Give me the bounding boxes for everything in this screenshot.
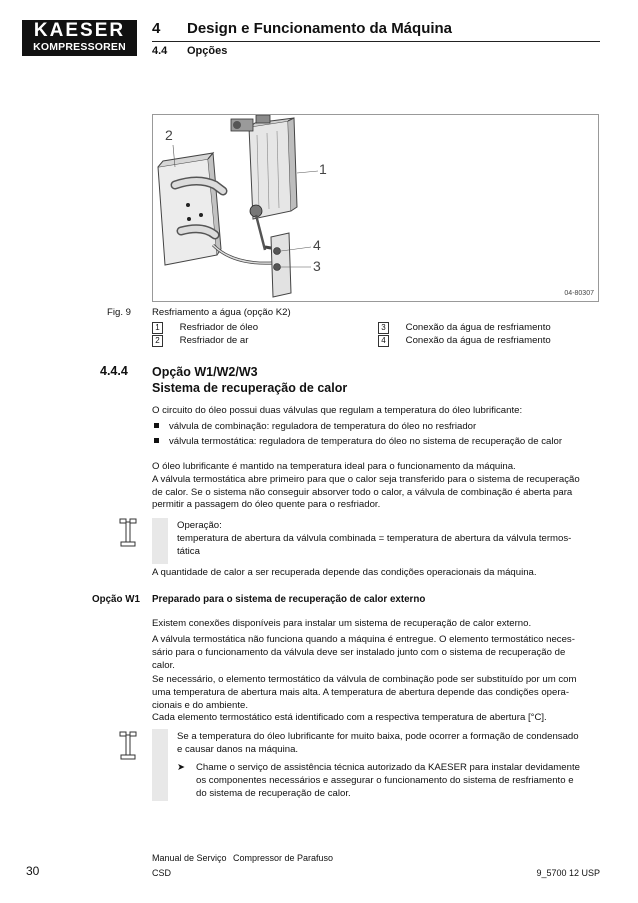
body-paragraph: A quantidade de calor a ser recuperada depende das condições operacionais da máquina. <box>152 567 537 578</box>
logo-line1: KAESER <box>33 20 126 41</box>
text-line: tática <box>177 545 200 557</box>
text-line: Se a temperatura do óleo lubrificante for muito baixa, pode ocorrer a formação de condensado <box>177 731 579 742</box>
kaeser-logo <box>22 20 137 56</box>
text-line: sário para o funcionamento da válvula deve ser instalado junto com o sistema de recuperação de <box>152 646 566 658</box>
text-line: e causar danos na máquina. <box>177 743 299 755</box>
callout-3: 3 <box>313 258 321 274</box>
subsection-title <box>152 364 347 396</box>
footer-product: Compressor de Parafuso <box>233 853 334 863</box>
text-line: Se necessário, o elemento termostático da válvula de combinação pode ser substituído por um com <box>152 674 577 685</box>
bullet-text: válvula de combinação: reguladora de temperatura do óleo no resfriador <box>169 421 477 432</box>
text-line: A válvula termostática não funciona quando a máquina é entregue. O elemento termostático neces- <box>152 634 575 645</box>
body-paragraph <box>152 461 600 512</box>
text-line: temperatura de abertura da válvula combinada = temperatura de abertura da válvula termos- <box>177 532 572 544</box>
subsection-title-line2: Sistema de recuperação de calor <box>152 381 348 395</box>
legend-key: 3 <box>378 322 389 334</box>
text-line: O óleo lubrificante é mantido na temperatura ideal para o funcionamento da máquina. <box>152 461 516 472</box>
text-line: uma temperatura de abertura mais alta. A temperatura de abertura depende das condições opera- <box>152 686 570 698</box>
text-line: os componentes necessários e assegurar o funcionamento do sistema de resfriamento e <box>196 774 574 786</box>
header-rule <box>152 41 600 42</box>
callout-4: 4 <box>313 237 321 253</box>
section-title: Opções <box>187 45 228 57</box>
text-line: Operação: <box>177 520 222 531</box>
bullet-icon <box>154 423 159 428</box>
text-line: de calor. Se o sistema não conseguir absorver todo o calor, a válvula de combinação é aberta para <box>152 486 573 498</box>
option-label: Opção W1 <box>92 594 140 605</box>
action-text <box>196 762 600 800</box>
text-line: calor. <box>152 659 175 671</box>
text-line: cionais e do ambiente. <box>152 699 248 711</box>
bullet-item <box>152 436 600 449</box>
figure-caption: Resfriamento a água (opção K2) <box>152 307 291 318</box>
intro-paragraph: O circuito do óleo possui duas válvulas que regulam a temperatura do óleo lubrificante: <box>152 405 523 416</box>
legend-key: 4 <box>378 335 389 347</box>
body-paragraph <box>152 634 600 672</box>
subsection-number: 4.4.4 <box>100 364 128 378</box>
chapter-number: 4 <box>152 20 161 37</box>
footer-model: CSD <box>152 868 172 878</box>
callout-1: 1 <box>319 161 327 177</box>
section-number: 4.4 <box>152 45 168 57</box>
option-title: Preparado para o sistema de recuperação de calor externo <box>152 594 426 605</box>
figure-caption-label: Fig. 9 <box>107 307 131 318</box>
legend-text: Resfriador de óleo <box>179 322 259 333</box>
cooling-diagram <box>153 115 598 301</box>
legend-text: Conexão da água de resfriamento <box>405 335 551 346</box>
text-line: permitir a passagem do óleo quente para o resfriador. <box>152 499 381 511</box>
info-icon <box>118 518 138 548</box>
legend-key: 1 <box>152 322 163 334</box>
chapter-title: Design e Funcionamento da Máquina <box>187 20 453 37</box>
bullet-item <box>152 421 600 434</box>
legend-item <box>152 321 258 334</box>
info-icon <box>118 731 138 761</box>
body-paragraph <box>152 674 600 725</box>
logo-line2: KOMPRESSOREN <box>33 41 126 53</box>
text-line: Cada elemento termostático está identificado com a respectiva temperatura de abertura [°C]. <box>152 712 547 724</box>
text-line: Existem conexões disponíveis para instalar um sistema de recuperação de calor externo. <box>152 618 532 629</box>
legend-text: Conexão da água de resfriamento <box>405 322 551 333</box>
action-arrow-icon: ➤ <box>177 762 186 773</box>
footer-doc-number: 9_5700 12 USP <box>536 868 600 878</box>
footer-manual: Manual de Serviço <box>152 853 227 863</box>
legend-key: 2 <box>152 335 163 347</box>
text-line: Chame o serviço de assistência técnica autorizado da KAESER para instalar devidamente <box>196 762 580 773</box>
bullet-icon <box>154 438 159 443</box>
text-line: do sistema de recuperação de calor. <box>196 787 351 799</box>
note-text <box>177 520 597 558</box>
figure-frame <box>152 114 599 302</box>
body-paragraph <box>152 618 600 631</box>
legend-text: Resfriador de ar <box>179 335 249 346</box>
legend-item <box>378 321 551 334</box>
note-text <box>177 731 599 757</box>
legend-item <box>378 334 551 347</box>
legend-item <box>152 334 248 347</box>
figure-code: 04-80307 <box>564 290 594 297</box>
note-bar <box>152 729 168 801</box>
note-bar <box>152 518 168 564</box>
subsection-title-line1: Opção W1/W2/W3 <box>152 365 258 379</box>
bullet-text: válvula termostática: reguladora de temperatura do óleo no sistema de recuperação de calor <box>169 436 563 447</box>
page-number: 30 <box>26 864 40 878</box>
text-line: A válvula termostática abre primeiro para que o calor seja transferido para o sistema de recuperação <box>152 473 580 485</box>
callout-2: 2 <box>165 127 173 143</box>
